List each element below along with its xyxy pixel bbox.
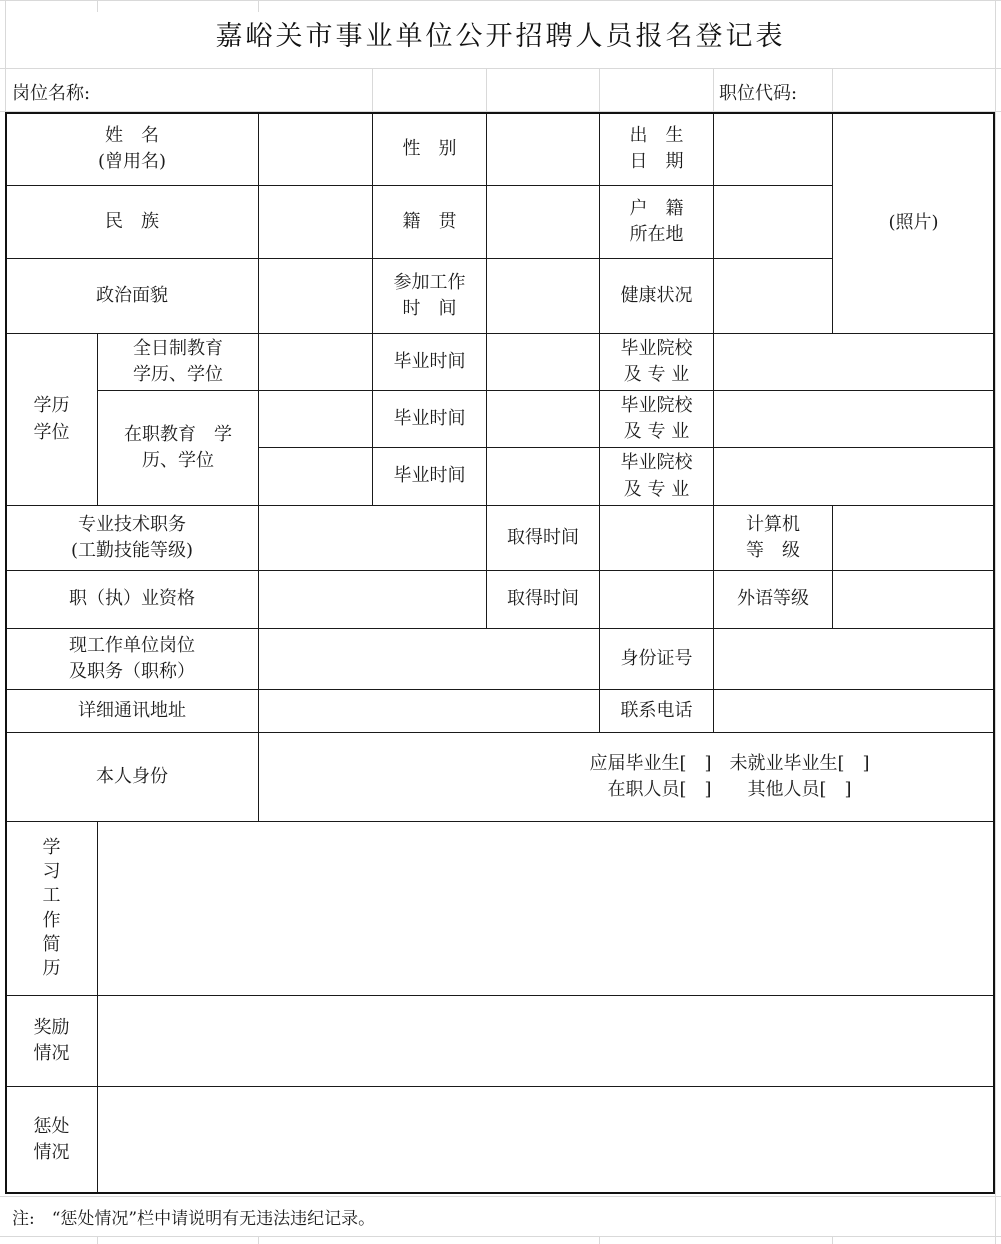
school-major-field[interactable] (713, 390, 995, 448)
identity-options-line2: 在职人员[ ] 其他人员[ ] (607, 779, 852, 800)
rewards-field[interactable] (97, 995, 995, 1087)
school-major-label: 毕业院校 及 专 业 (599, 447, 714, 506)
current-job-label: 现工作单位岗位 及职务（职称） (5, 628, 259, 690)
inservice-edu-field[interactable] (258, 447, 373, 506)
identity-label: 本人身份 (5, 732, 259, 822)
grad-time-field[interactable] (486, 447, 600, 506)
gender-label: 性 别 (372, 112, 487, 186)
foreign-lang-label: 外语等级 (713, 570, 833, 629)
obtain-time-field[interactable] (599, 570, 714, 629)
form-title: 嘉峪关市事业单位公开招聘人员报名登记表 (215, 21, 786, 52)
photo-box[interactable]: (照片) (832, 112, 995, 334)
obtain-time-label: 取得时间 (486, 505, 600, 571)
grad-time-label: 毕业时间 (372, 447, 487, 506)
birth-date-field[interactable] (713, 112, 833, 186)
health-field[interactable] (713, 258, 833, 334)
rewards-label: 奖励 情况 (5, 995, 98, 1087)
grad-time-field[interactable] (486, 390, 600, 448)
household-label: 户 籍 所在地 (599, 185, 714, 259)
name-label: 姓 名 (曾用名) (5, 112, 259, 186)
tech-title-field[interactable] (258, 505, 487, 571)
household-field[interactable] (713, 185, 833, 259)
id-number-label: 身份证号 (599, 628, 714, 690)
work-start-field[interactable] (486, 258, 600, 334)
education-group-label: 学历 学位 (5, 333, 98, 506)
phone-field[interactable] (713, 689, 995, 733)
qualification-field[interactable] (258, 570, 487, 629)
native-place-label: 籍 贯 (372, 185, 487, 259)
punishment-label: 惩处 情况 (5, 1086, 98, 1194)
identity-options-line1: 应届毕业生[ ] 未就业毕业生[ ] (589, 752, 870, 774)
current-job-field[interactable] (258, 628, 600, 690)
grad-time-field[interactable] (486, 333, 600, 391)
computer-level-field[interactable] (832, 505, 995, 571)
political-status-label: 政治面貌 (5, 258, 259, 334)
identity-options[interactable] (258, 732, 995, 822)
computer-level-label: 计算机 等 级 (713, 505, 833, 571)
resume-field[interactable] (97, 821, 995, 996)
grad-time-label: 毕业时间 (372, 333, 487, 391)
fulltime-edu-label: 全日制教育 学历、学位 (97, 333, 259, 391)
political-status-field[interactable] (258, 258, 373, 334)
school-major-label: 毕业院校 及 专 业 (599, 390, 714, 448)
inservice-edu-field[interactable] (258, 390, 373, 448)
ethnicity-label: 民 族 (5, 185, 259, 259)
position-code-label: 职位代码: (719, 83, 798, 104)
registration-form (5, 112, 995, 1194)
birth-date-label: 出 生 日 期 (599, 112, 714, 186)
resume-label: 学 习 工 作 简 历 (5, 821, 98, 996)
fulltime-edu-field[interactable] (258, 333, 373, 391)
work-start-label: 参加工作 时 间 (372, 258, 487, 334)
obtain-time-field[interactable] (599, 505, 714, 571)
position-name-label: 岗位名称: (12, 83, 91, 104)
address-label: 详细通讯地址 (5, 689, 259, 733)
qualification-label: 职（执）业资格 (5, 570, 259, 629)
punishment-field[interactable] (97, 1086, 995, 1194)
school-major-field[interactable] (713, 447, 995, 506)
address-field[interactable] (258, 689, 600, 733)
id-number-field[interactable] (713, 628, 995, 690)
school-major-label: 毕业院校 及 专 业 (599, 333, 714, 391)
phone-label: 联系电话 (599, 689, 714, 733)
school-major-field[interactable] (713, 333, 995, 391)
footnote: 注: “惩处情况”栏中请说明有无违法违纪记录。 (12, 1209, 376, 1229)
gender-field[interactable] (486, 112, 600, 186)
ethnicity-field[interactable] (258, 185, 373, 259)
name-field[interactable] (258, 112, 373, 186)
inservice-edu-label: 在职教育 学 历、学位 (97, 390, 259, 506)
health-label: 健康状况 (599, 258, 714, 334)
grad-time-label: 毕业时间 (372, 390, 487, 448)
native-place-field[interactable] (486, 185, 600, 259)
tech-title-label: 专业技术职务 (工勤技能等级) (5, 505, 259, 571)
obtain-time-label: 取得时间 (486, 570, 600, 629)
foreign-lang-field[interactable] (832, 570, 995, 629)
